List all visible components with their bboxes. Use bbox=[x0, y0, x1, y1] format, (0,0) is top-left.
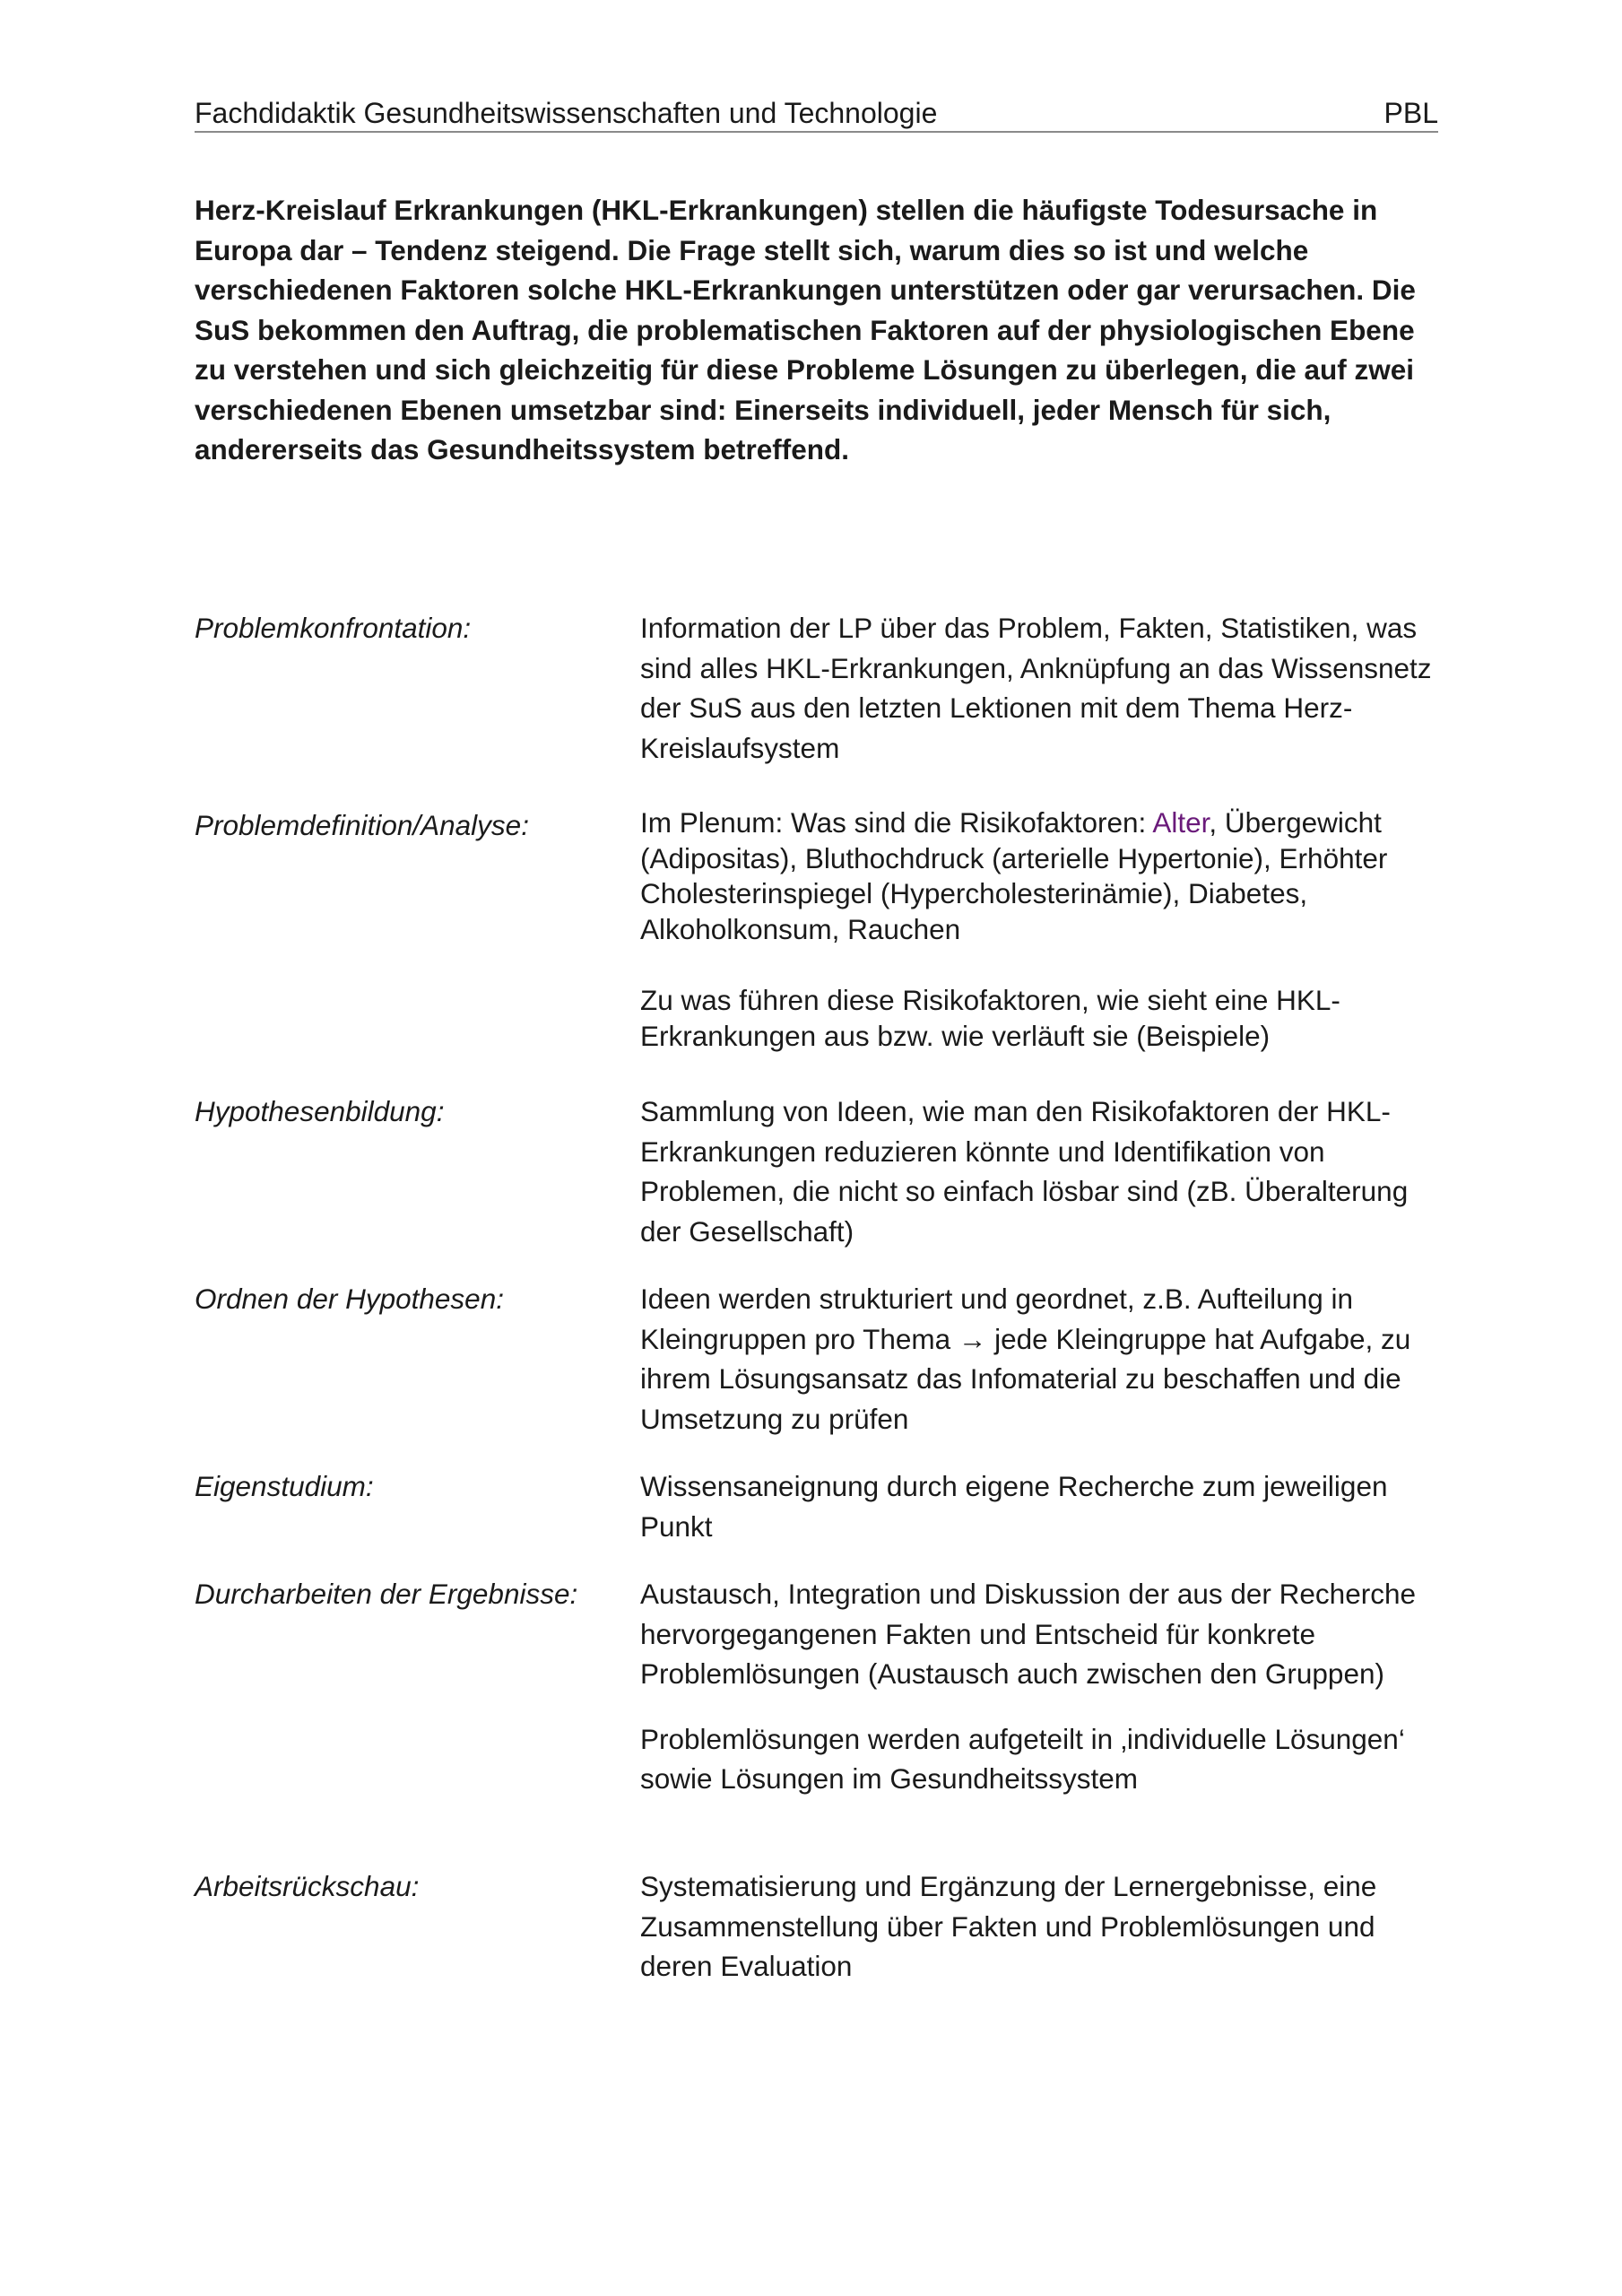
solutions-split-paragraph: Problemlösungen werden aufgeteilt in ‚individuelle Lösungen‘ sowie Lösungen im Gesundheitssystem bbox=[640, 1722, 1405, 1795]
step-term: Eigenstudium: bbox=[195, 1470, 374, 1502]
header-tag: PBL bbox=[1383, 97, 1438, 129]
page-header bbox=[195, 95, 1438, 133]
results-paragraph: Austausch, Integration und Diskussion der aus der Recherche hervorgegangenen Fakten und Entscheid für konkrete Problemlösungen (Austausch auch zwischen den Gruppen) bbox=[640, 1578, 1416, 1690]
consequences-paragraph: Zu was führen diese Risikofaktoren, wie sieht eine HKL-Erkrankungen aus bzw. wie verläuft sie (Beispiele) bbox=[640, 984, 1340, 1052]
step-term: Arbeitsrückschau: bbox=[195, 1870, 420, 1902]
step-term: Hypothesenbildung: bbox=[195, 1095, 445, 1127]
risk-intro-text: Im Plenum: Was sind die Risikofaktoren: bbox=[640, 806, 1153, 839]
step-term: Durcharbeiten der Ergebnisse: bbox=[195, 1578, 578, 1610]
intro-paragraph: Herz-Kreislauf Erkrankungen (HKL-Erkrankungen) stellen die häufigste Todesursache in Europa dar – Tendenz steigend. Die Frage stellt sich, warum dies so ist und welche verschiedenen Faktoren solche HKL-Erkrankungen unterstützen oder gar verursachen. Die SuS bekommen den Auftrag, die problematischen Faktoren auf der physiologischen Ebene zu verstehen und sich gleichzeitig für diese Probleme Lösungen zu überlegen, die auf zwei verschiedenen Ebenen umsetzbar sind: Einerseits individuell, jeder Mensch für sich, andererseits das Gesundheitssystem betreffend. bbox=[195, 194, 1416, 465]
highlighted-risk-factor: Alter bbox=[1152, 806, 1210, 839]
step-description: Information der LP über das Problem, Fakten, Statistiken, was sind alles HKL-Erkrankungen, Anknüpfung an das Wissensnetz der SuS aus den letzten Lektionen mit dem Thema Herz-Kreislaufsystem bbox=[640, 612, 1432, 764]
step-description: Wissensaneignung durch eigene Recherche zum jeweiligen Punkt bbox=[640, 1470, 1388, 1543]
step-description bbox=[640, 805, 1438, 1054]
step-term: Problemdefinition/Analyse: bbox=[195, 809, 529, 841]
risk-rest-text: , Übergewicht (Adipositas), Bluthochdruck (arterielle Hypertonie), Erhöhter Cholesterinspiegel (Hypercholesterinämie), Diabetes, Alkoholkonsum, Rauchen bbox=[640, 806, 1388, 945]
step-term: Problemkonfrontation: bbox=[195, 612, 472, 644]
header-course-title: Fachdidaktik Gesundheitswissenschaften und Technologie bbox=[195, 97, 938, 129]
risk-factors-paragraph bbox=[640, 805, 1438, 947]
step-description: Ideen werden strukturiert und geordnet, z.B. Aufteilung in Kleingruppen pro Thema → jede Kleingruppe hat Aufgabe, zu ihrem Lösungsansatz das Infomaterial zu beschaffen und die Umsetzung zu prüfen bbox=[640, 1283, 1411, 1435]
step-description: Systematisierung und Ergänzung der Lernergebnisse, eine Zusammenstellung über Fakten und Problemlösungen und deren Evaluation bbox=[640, 1870, 1377, 1982]
step-term: Ordnen der Hypothesen: bbox=[195, 1283, 504, 1315]
step-description bbox=[640, 1574, 1438, 1799]
document-page bbox=[195, 0, 1438, 2296]
step-description: Sammlung von Ideen, wie man den Risikofaktoren der HKL-Erkrankungen reduzieren könnte und Identifikation von Problemen, die nicht so einfach lösbar sind (zB. Überalterung der Gesellschaft) bbox=[640, 1095, 1409, 1248]
